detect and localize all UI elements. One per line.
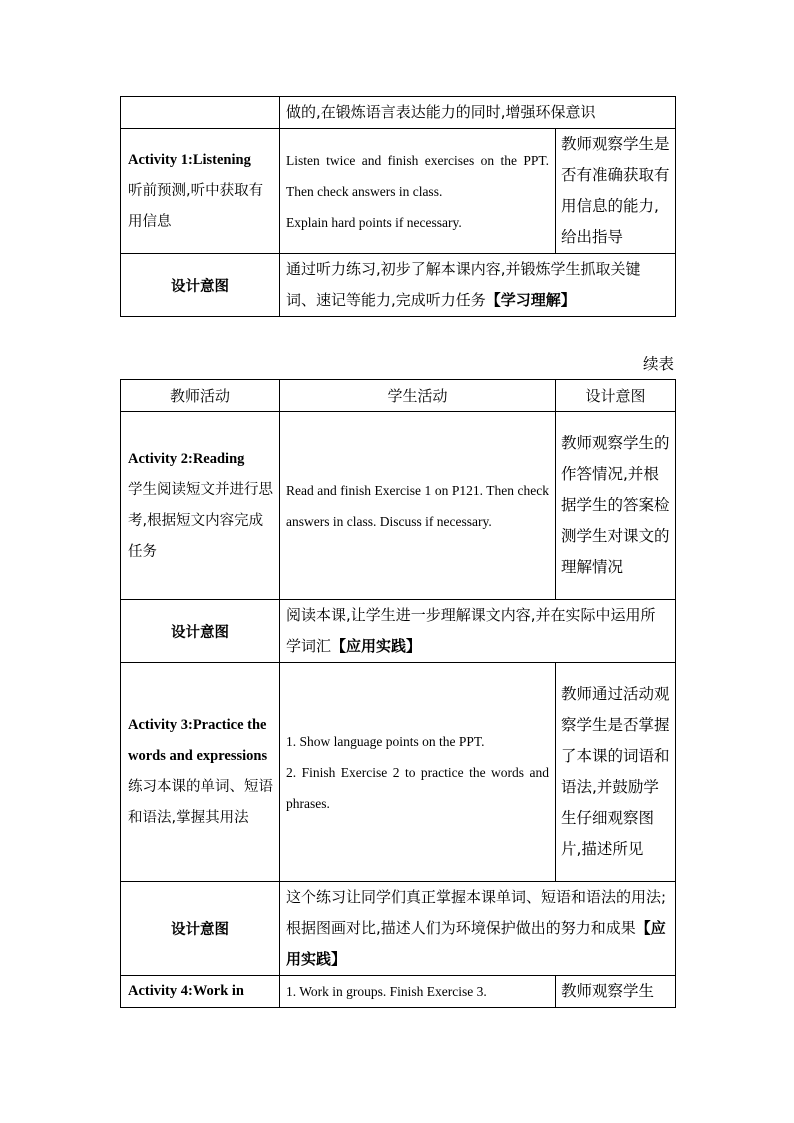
teacher-activity-cell [121,129,280,254]
activity-description: 练习本课的单词、短语和语法,掌握其用法 [128,779,273,826]
student-activity-cell [280,663,556,882]
teacher-activity-cell [121,663,280,882]
activity-title: Activity 4:Work in [128,983,244,999]
table-row [121,97,676,129]
activity-title: Activity 3:Practice the words and expressions [128,717,268,764]
intent-tag: 【应用实践】 [331,637,422,655]
student-activity-line: 1. Show language points on the PPT. [286,733,485,749]
header-teacher-activity: 教师活动 [121,380,280,412]
student-activity-cell: 1. Work in groups. Finish Exercise 3. [280,976,556,1008]
student-activity-cell: Read and finish Exercise 1 on P121. Then check answers in class. Discuss if necessary. [280,412,556,600]
continued-label: 续表 [642,355,674,373]
teacher-activity-cell [121,412,280,600]
student-activity-cell [280,129,556,254]
teacher-activity-cell [121,976,280,1008]
intent-cell: 教师观察学生是否有准确获取有用信息的能力,给出指导 [556,129,676,254]
design-intent-row [121,882,676,976]
header-design-intent: 设计意图 [556,380,676,412]
carryover-text: 做的,在锻炼语言表达能力的同时,增强环保意识 [280,97,676,129]
design-intent-label: 设计意图 [121,600,280,663]
lesson-table-2 [120,379,676,1008]
design-intent-text: 通过听力练习,初步了解本课内容,并锻炼学生抓取关键词、速记等能力,完成听力任务【学习理解】 [280,254,676,317]
intent-cell: 教师通过活动观察学生是否掌握了本课的词语和语法,并鼓励学生仔细观察图片,描述所见 [556,663,676,882]
design-intent-text: 阅读本课,让学生进一步理解课文内容,并在实际中运用所学词汇【应用实践】 [280,600,676,663]
activity-title: Activity 1:Listening [128,151,251,168]
intent-cell: 教师观察学生的作答情况,并根据学生的答案检测学生对课文的理解情况 [556,412,676,600]
table-row-activity-4 [121,976,676,1008]
design-intent-row [121,600,676,663]
intent-tag: 【应用实践】 [286,919,666,968]
design-intent-row [121,254,676,317]
intent-cell: 教师观察学生 [556,976,676,1008]
student-activity-line: 2. Finish Exercise 2 to practice the words and phrases. [286,764,549,811]
lesson-table-1 [120,96,676,317]
table-header-row [121,380,676,412]
table-row-activity-3 [121,663,676,882]
table-row-activity-2 [121,412,676,600]
activity-description: 学生阅读短文并进行思考,根据短文内容完成任务 [128,481,273,560]
design-intent-label: 设计意图 [121,254,280,317]
activity-description: 听前预测,听中获取有用信息 [128,182,264,230]
student-activity-line: Listen twice and finish exercises on the PPT. Then check answers in class. [286,152,549,199]
empty-cell [121,97,280,129]
header-student-activity: 学生活动 [280,380,556,412]
table-row-activity-1 [121,129,676,254]
intent-tag: 【学习理解】 [485,291,576,309]
design-intent-label: 设计意图 [121,882,280,976]
activity-title: Activity 2:Reading [128,450,245,467]
design-intent-text: 这个练习让同学们真正掌握本课单词、短语和语法的用法;根据图画对比,描述人们为环境保护做出的努力和成果【应用实践】 [280,882,676,976]
student-activity-line: Explain hard points if necessary. [286,214,462,230]
